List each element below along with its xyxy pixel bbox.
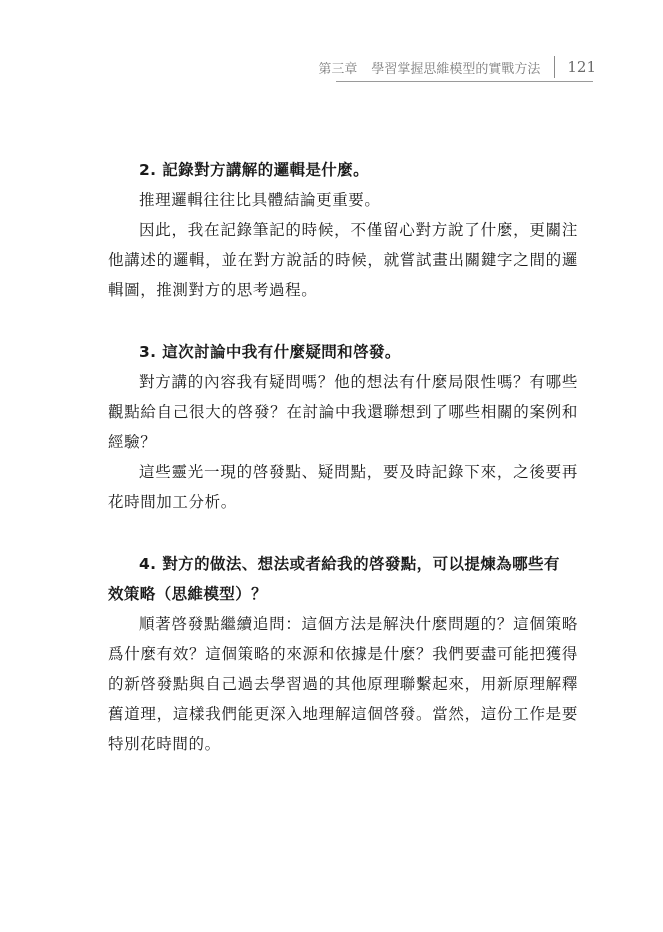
header-divider — [554, 56, 555, 78]
paragraph-4: 順著啓發點繼續追問：這個方法是解決什麼問題的？這個策略爲什麼有效？這個策略的來源和依據是什麼？我們要盡可能把獲得的新啓發點與自己過去學習過的其他原理聯繫起來，用新原理解釋舊道理，這樣我們能更深入地理解這個啓發。當然，這份工作是要特別花時間的。 — [108, 615, 578, 753]
chapter-label: 第三章 — [318, 61, 358, 77]
section-heading-2: 2. 記錄對方講解的邏輯是什麼。 — [139, 161, 369, 179]
page-number: 121 — [567, 58, 596, 76]
paragraph-2b: 因此，我在記錄筆記的時候，不僅留心對方說了什麼，更關注他講述的邏輯，並在對方說話的時候，就嘗試畫出關鍵字之間的邏輯圖，推測對方的思考過程。 — [108, 221, 578, 299]
section-heading-4-continued: 效策略（思維模型）？ — [108, 585, 268, 603]
section-gap — [108, 517, 578, 549]
running-header — [318, 54, 596, 80]
chapter-title: 學習掌握思維模型的實戰方法 — [371, 61, 541, 77]
page-body — [108, 155, 578, 759]
paragraph-3b: 這些靈光一現的啓發點、疑問點，要及時記錄下來，之後要再花時間加工分析。 — [108, 463, 578, 511]
section-heading-4: 4. 對方的做法、想法或者給我的啓發點，可以提煉為哪些有 — [139, 555, 560, 573]
section-gap — [108, 305, 578, 337]
section-heading-3: 3. 這次討論中我有什麼疑問和啓發。 — [139, 343, 401, 361]
header-rule — [336, 81, 593, 82]
paragraph-2a: 推理邏輯往往比具體結論更重要。 — [139, 191, 381, 209]
paragraph-3a: 對方講的內容我有疑問嗎？他的想法有什麼局限性嗎？有哪些觀點給自己很大的啓發？在討論中我還聯想到了哪些相關的案例和經驗？ — [108, 373, 578, 451]
